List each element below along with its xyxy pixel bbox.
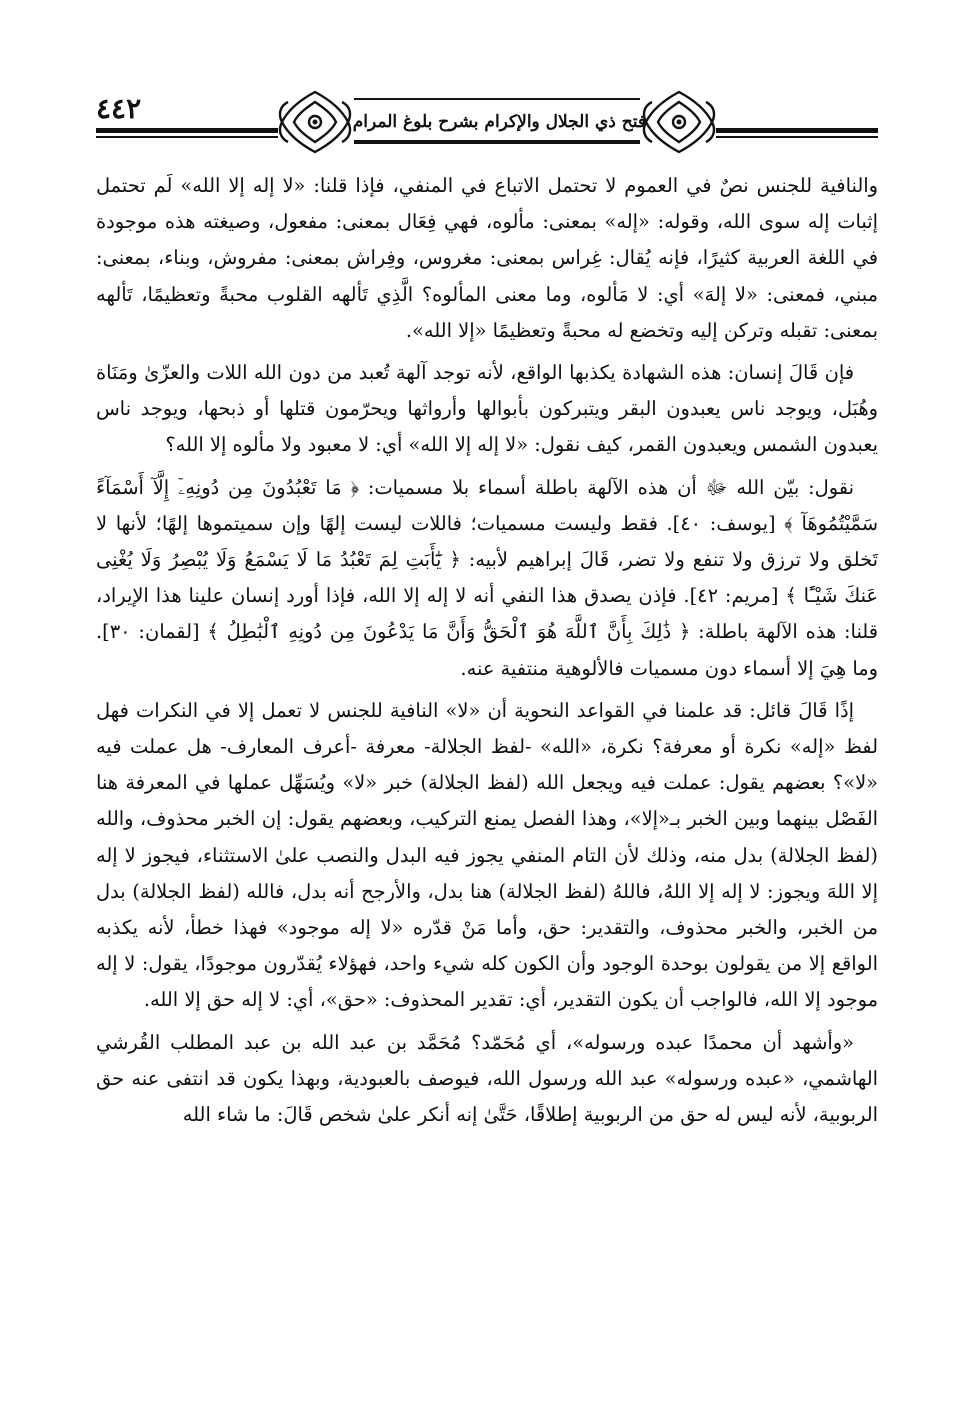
paragraph-1: والنافية للجنس نصٌ في العموم لا تحتمل الاتباع في المنفي، فإذا قلنا: «لا إله إلا الله» لَم تحتمل إثبات إله سوى الله، وقوله: «إله» بمعنى: مألوه، فهي فِعَال بمعنى: مفعول، وصيغته هذه موجودة في اللغة العربية كثيرًا، فإنه يُقال: غِراس بمعنى: مغروس، وفِراش بمعنى: مفروش، وبناء، بمعنى: مبني، فمعنى: «لا إلهَ» أي: لا مَألوه، وما معنى المألوه؟ الَّذِي تَألهه القلوب محبةً وتعظيمًا، تَألهه بمعنى: تقبله وتركن إليه وتخضع له محبةً وتعظيمًا «إلا الله». xyxy=(96,174,878,342)
ornament-left-icon xyxy=(276,88,354,156)
paragraph-2: فإن قَالَ إنسان: هذه الشهادة يكذبها الواقع، لأنه توجد آلهة تُعبد من دون الله اللات والعزّىٰ ومَنَاة وهُبَل، ويوجد ناس يعبدون البقر ويتبركون بأبوالها وأرواثها ويحرّمون قتلها أو ذبحها، ويوجد ناس يعبدون الشمس ويعبدون القمر، كيف نقول: «لا إله إلا الله» أي: لا معبود ولا مألوه إلا الله؟ xyxy=(96,361,878,457)
header-rule-center xyxy=(354,140,640,144)
header-rule-left-thin xyxy=(96,136,278,138)
header-rule-left xyxy=(96,128,278,133)
header-rule-top xyxy=(354,98,640,100)
ornament-right-icon xyxy=(640,88,718,156)
paragraph-3: نقول: بيّن الله ﷻ أن هذه الآلهة باطلة أسماء بلا مسميات: ﴿ مَا تَعْبُدُونَ مِن دُونِهِۦٓ إِلَّآ أَسْمَآءً سَمَّيْتُمُوهَآ ﴾ [يوسف: ٤٠]. فقط وليست مسميات؛ فاللات ليست إلهًا وإن سميتموها إلهًا؛ لأنها لا تَخلق ولا ترزق ولا تنفع ولا تضر، قَالَ إبراهيم لأبيه: ﴿ يَٰٓأَبَتِ لِمَ تَعْبُدُ مَا لَا يَسْمَعُ وَلَا يُبْصِرُ وَلَا يُغْنِى عَنكَ شَيْـًٔا ﴾ [مريم: ٤٢]. فإذن يصدق هذا النفي أنه لا إله إلا الله، فإذا أورد إنسان علينا هذا الإيراد، قلنا: هذه الآلهة باطلة: ﴿ ذَٰلِكَ بِأَنَّ ٱللَّهَ هُوَ ٱلْحَقُّ وَأَنَّ مَا يَدْعُونَ مِن دُونِهِ ٱلْبَٰطِلُ ﴾ [لقمان: ٣٠]. وما هِيَ إلا أسماء دون مسميات فالألوهية منتفية عنه. xyxy=(96,475,879,680)
header-rule-right xyxy=(716,128,878,133)
header-rule-right-thin xyxy=(716,136,878,138)
paragraph-5: «وأشهد أن محمدًا عبده ورسوله»، أي مُحَمّد؟ مُحَمَّد بن عبد الله بن عبد المطلب القُرشي الهاشمي، «عبده ورسوله» عبد الله ورسول الله، فيوصف بالعبودية، وبهذا يكون قد انتفى عنه حق الربوبية، لأنه ليس له حق من الربوبية إطلاقًا، حَتَّىٰ إنه أنكر علىٰ شخص قَالَ: ما شاء الله xyxy=(96,1030,878,1127)
page-body xyxy=(96,168,878,1139)
running-title: فتح ذي الجلال والإكرام بشرح بلوغ المرام xyxy=(352,112,646,132)
page-number: ٤٤٢ xyxy=(96,92,142,125)
page-header xyxy=(96,86,878,158)
paragraph-4: إذًا قَالَ قائل: قد علمنا في القواعد النحوية أن «لا» النافية للجنس لا تعمل إلا في النكرات فهل لفظ «إله» نكرة أو معرفة؟ نكرة، «الله» -لفظ الجلالة- معرفة -أعرف المعارف- هل عملت فيه «لا»؟ بعضهم يقول: عملت فيه ويجعل الله (لفظ الجلالة) خبر «لا» ويُسَهِّل عملها في المعرفة هنا الفَصْل بينهما وبين الخبر بـ«إلا»، وهذا الفصل يمنع التركيب، وبعضهم يقول: إن الخبر محذوف، والله (لفظ الجلالة) بدل منه، وذلك لأن التام المنفي يجوز فيه البدل والنصب علىٰ الاستثناء، فيجوز لا إله إلا اللهَ ويجوز: لا إله إلا اللهُ، فاللهُ (لفظ الجلالة) هنا بدل، والأرجح أنه بدل، فالله (لفظ الجلالة) بدل من الخبر، والخبر محذوف، والتقدير: حق، وأما مَنْ قدّره «لا إله موجود» فهذا خطأ، لأنه يكذبه الواقع إلا من يقولون بوحدة الوجود وأن الكون كله شيء واحد، فهؤلاء يُقدّرون موجودًا، يقول: لا إله موجود إلا الله، فالواجب أن يكون التقدير، أي: تقدير المحذوف: «حق»، أي: لا إله حق إلا الله. xyxy=(96,698,878,1012)
